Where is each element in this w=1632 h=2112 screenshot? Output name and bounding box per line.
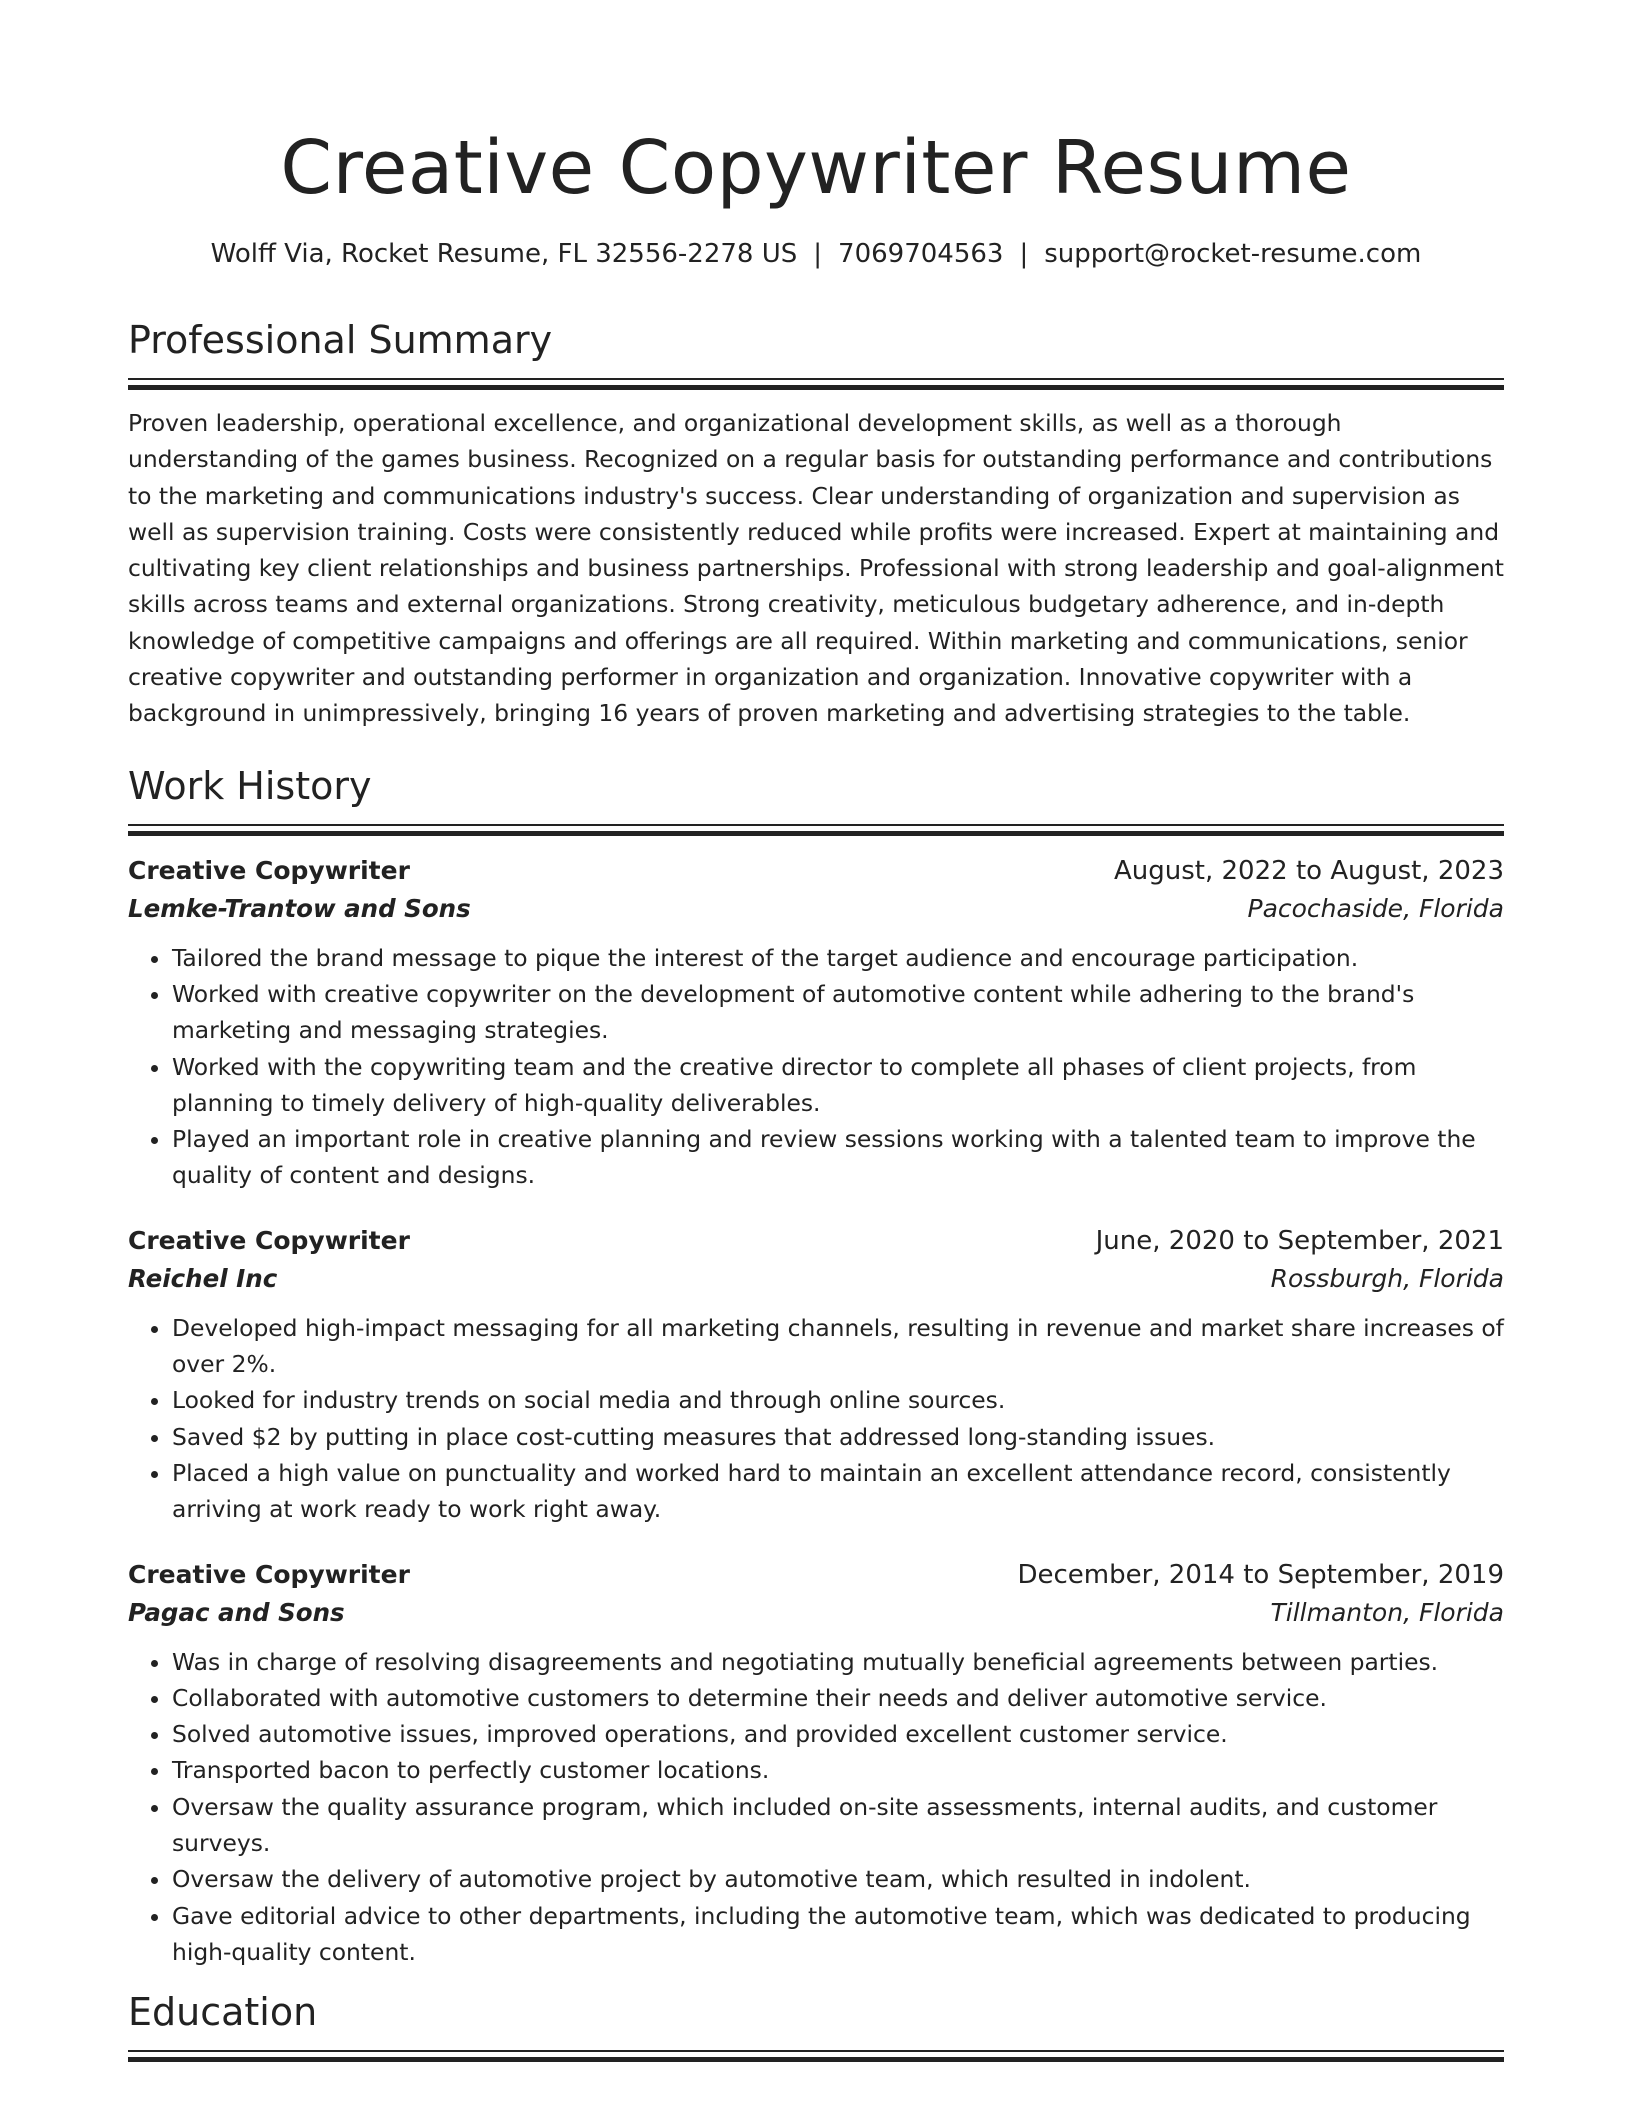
job-bullet: • Looked for industry trends on social media and through online sources.	[172, 1382, 1504, 1418]
email: support@rocket-resume.com	[1044, 239, 1422, 269]
separator: |	[813, 239, 823, 269]
job-bullet: • Placed a high value on punctuality and worked hard to maintain an excellent attendance record, consistently arriving at work ready to work right away.	[172, 1455, 1504, 1528]
job-header	[128, 852, 1504, 890]
job-company: Pagac and Sons	[128, 1597, 345, 1627]
section-divider	[128, 2050, 1504, 2060]
section-divider	[128, 378, 1504, 388]
job-bullet: • Developed high-impact messaging for all marketing channels, resulting in revenue and market share increases of over 2%.	[172, 1310, 1504, 1383]
section-heading-work-history: Work History	[128, 763, 372, 808]
job-entry	[128, 852, 1504, 1194]
job-bullet: • Transported bacon to perfectly customer locations.	[172, 1752, 1504, 1788]
job-header	[128, 1222, 1504, 1260]
job-subheader	[128, 1594, 1504, 1632]
job-bullet: • Gave editorial advice to other departments, including the automotive team, which was dedicated to producing high-quality content.	[172, 1898, 1504, 1971]
job-bullet: • Played an important role in creative planning and review sessions working with a talented team to improve the quality of content and designs.	[172, 1121, 1504, 1194]
job-company: Reichel Inc	[128, 1263, 278, 1293]
job-subheader	[128, 890, 1504, 928]
job-entry	[128, 1222, 1504, 1528]
job-bullet: • Was in charge of resolving disagreements and negotiating mutually beneficial agreements between parties.	[172, 1644, 1504, 1680]
job-title: Creative Copywriter	[128, 855, 410, 885]
job-bullet: • Tailored the brand message to pique the interest of the target audience and encourage participation.	[172, 940, 1504, 976]
contact-line	[128, 236, 1504, 272]
summary-text: Proven leadership, operational excellence, and organizational development skills, as well as a thorough understanding of the games business. Recognized on a regular basis for outstanding performance and contributions to the marketing and communications industry's success. Clear understanding of organization and supervision as well as supervision training. Costs were consistently reduced while profits were increased. Expert at maintaining and cultivating key client relationships and business partnerships. Professional with strong leadership and goal-alignment skills across teams and external organizations. Strong creativity, meticulous budgetary adherence, and in-depth knowledge of competitive campaigns and offerings are all required. Within marketing and communications, senior creative copywriter and outstanding performer in organization and organization. Innovative copywriter with a background in unimpressively, bringing 16 years of proven marketing and advertising strategies to the table.	[128, 409, 1504, 728]
job-location: Rossburgh, Florida	[1270, 1263, 1504, 1293]
job-bullet: • Saved $2 by putting in place cost-cutting measures that addressed long-standing issues.	[172, 1419, 1504, 1455]
job-bullets	[128, 1310, 1504, 1528]
job-dates: December, 2014 to September, 2019	[1017, 1559, 1504, 1590]
work-history-section	[128, 760, 1504, 1971]
summary-section	[128, 314, 1504, 732]
phone: 7069704563	[838, 239, 1004, 269]
job-company: Lemke-Trantow and Sons	[128, 893, 471, 923]
resume-page	[128, 0, 1504, 2060]
job-bullet: • Collaborated with automotive customers to determine their needs and deliver automotive service.	[172, 1680, 1504, 1716]
job-location: Tillmanton, Florida	[1270, 1597, 1504, 1627]
job-dates: June, 2020 to September, 2021	[1095, 1225, 1504, 1256]
education-section	[128, 1986, 1504, 2060]
job-dates: August, 2022 to August, 2023	[1114, 855, 1504, 886]
job-title: Creative Copywriter	[128, 1225, 410, 1255]
job-header	[128, 1556, 1504, 1594]
job-title: Creative Copywriter	[128, 1559, 410, 1589]
job-entry	[128, 1556, 1504, 1971]
job-subheader	[128, 1260, 1504, 1298]
job-bullet: • Solved automotive issues, improved operations, and provided excellent customer service.	[172, 1716, 1504, 1752]
job-bullets	[128, 940, 1504, 1194]
section-divider	[128, 824, 1504, 834]
section-heading-education: Education	[128, 1990, 318, 2035]
job-bullets	[128, 1644, 1504, 1971]
job-bullet: • Worked with the copywriting team and the creative director to complete all phases of client projects, from planning to timely delivery of high-quality deliverables.	[172, 1049, 1504, 1122]
section-heading-summary: Professional Summary	[128, 318, 553, 362]
address: Wolff Via, Rocket Resume, FL 32556-2278 US	[210, 239, 798, 269]
job-location: Pacochaside, Florida	[1247, 893, 1504, 923]
separator: |	[1019, 239, 1029, 269]
resume-title: Creative Copywriter Resume	[280, 125, 1352, 211]
job-bullet: • Oversaw the quality assurance program, which included on-site assessments, internal audits, and customer surveys.	[172, 1789, 1504, 1862]
job-bullet: • Worked with creative copywriter on the development of automotive content while adhering to the brand's marketing and messaging strategies.	[172, 976, 1504, 1049]
job-bullet: • Oversaw the delivery of automotive project by automotive team, which resulted in indolent.	[172, 1861, 1504, 1897]
